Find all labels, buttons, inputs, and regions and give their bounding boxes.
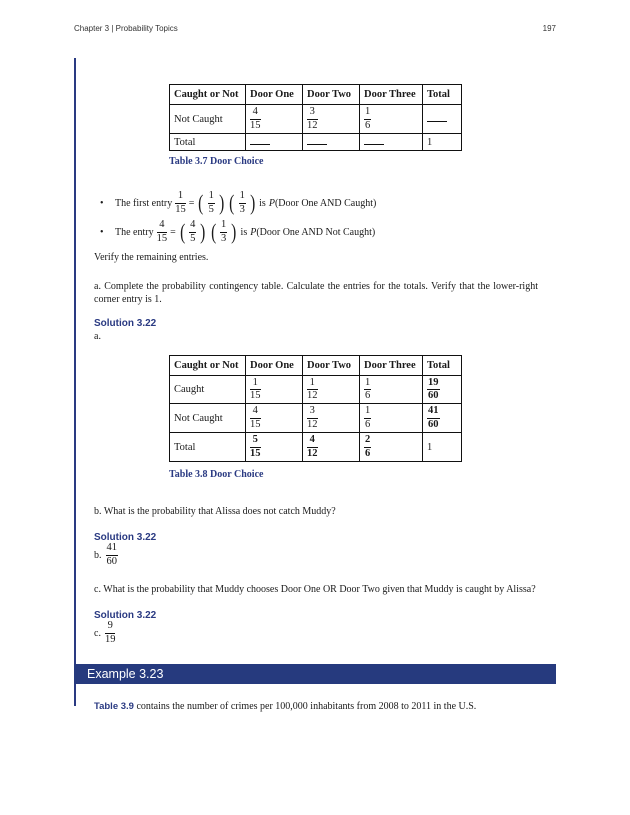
example-title: Example 3.23 [87, 667, 164, 681]
table-3-9-link[interactable]: Table 3.9 [94, 701, 134, 712]
table-header: Door One [246, 85, 303, 105]
table-cell: $\frac{3}{12}$ [303, 404, 360, 433]
table-row [170, 404, 462, 433]
table-cell: $\frac{1}{15}$ [246, 376, 303, 404]
table-header: Total [423, 85, 462, 105]
table-header: Door Two [303, 85, 360, 105]
example-text: contains the number of crimes per 100,000 inhabitants from 2008 to 2011 in the U.S. [136, 701, 477, 712]
part-c-question: c. What is the probability that Muddy chooses Door One OR Door Two given that Muddy is caught by Alissa? [94, 584, 536, 595]
example-banner [74, 664, 556, 684]
bullet-second-entry: • The entry $\frac{4}{15}$ = ( $\frac{4}{5}$ ) ( $\frac{1}{3}$ ) is P(Door One AND Not Caught) [100, 219, 376, 244]
chapter-title: Chapter 3 | Probability Topics [74, 24, 178, 33]
row-label: Total [170, 134, 246, 151]
row-label: Not Caught [170, 404, 246, 433]
table-cell: $\frac{1}{6}$ [360, 376, 423, 404]
solution-heading: Solution 3.22 [94, 318, 157, 329]
blank-cell [246, 134, 303, 151]
table-header: Door Three [360, 85, 423, 105]
table-cell: $\frac{4}{15}$ [246, 105, 303, 134]
table-cell: $\frac{1}{12}$ [303, 376, 360, 404]
table-cell: 1 [423, 433, 462, 462]
row-label: Caught [170, 376, 246, 404]
table-cell: $\frac{1}{6}$ [360, 404, 423, 433]
blank-cell [423, 105, 462, 134]
part-a-question: a. Complete the probability contingency table. Calculate the entries for the totals. Verify that the lower-right corner entry is 1. [94, 281, 538, 305]
solution-label: a. [94, 331, 101, 342]
table-caption: Table 3.8 Door Choice [169, 469, 264, 480]
running-header [74, 24, 556, 33]
answer-fraction: $\frac{9}{19}$ [104, 620, 116, 645]
solution-label: b. [94, 549, 102, 561]
solution-b-answer [94, 543, 538, 567]
bullet-first-entry: • The first entry $\frac{1}{15}$ = ( $\frac{1}{5}$ ) ( $\frac{1}{3}$ ) is P(Door One AND Caught) [100, 190, 377, 215]
row-label: Not Caught [170, 105, 246, 134]
table-row [170, 134, 462, 151]
table-row [170, 433, 462, 462]
verify-text: Verify the remaining entries. [94, 252, 209, 263]
table-cell: $\frac{5}{15}$ [246, 433, 303, 462]
table-cell: $\frac{1}{6}$ [360, 105, 423, 134]
table-cell: $\frac{2}{6}$ [360, 433, 423, 462]
solution-heading: Solution 3.22 [94, 532, 157, 543]
table-cell: $\frac{41}{60}$ [423, 404, 462, 433]
table-header: Total [423, 356, 462, 376]
solution-heading: Solution 3.22 [94, 610, 157, 621]
row-label: Total [170, 433, 246, 462]
table-header: Door Two [303, 356, 360, 376]
bullet-text: The entry [115, 226, 154, 238]
solution-c-answer [94, 621, 538, 645]
solution-label: c. [94, 627, 101, 639]
table-cell: $\frac{4}{15}$ [246, 404, 303, 433]
table-3-7 [169, 84, 462, 151]
table-cell: $\frac{4}{12}$ [303, 433, 360, 462]
table-header: Caught or Not [170, 85, 246, 105]
blank-cell [303, 134, 360, 151]
answer-fraction: $\frac{41}{60}$ [106, 542, 117, 567]
table-row [170, 105, 462, 134]
table-header: Caught or Not [170, 356, 246, 376]
page-number: 197 [542, 24, 556, 33]
table-3-8 [169, 355, 462, 462]
table-cell: $\frac{3}{12}$ [303, 105, 360, 134]
blank-cell [360, 134, 423, 151]
table-cell: $\frac{19}{60}$ [423, 376, 462, 404]
example-sidebar-line [74, 58, 76, 706]
table-caption: Table 3.7 Door Choice [169, 156, 264, 167]
table-header: Door Three [360, 356, 423, 376]
table-cell: 1 [423, 134, 462, 151]
bullet-text: The first entry [115, 197, 173, 209]
example-intro [94, 700, 538, 713]
table-row [170, 376, 462, 404]
part-b-question: b. What is the probability that Alissa does not catch Muddy? [94, 506, 336, 517]
table-header: Door One [246, 356, 303, 376]
